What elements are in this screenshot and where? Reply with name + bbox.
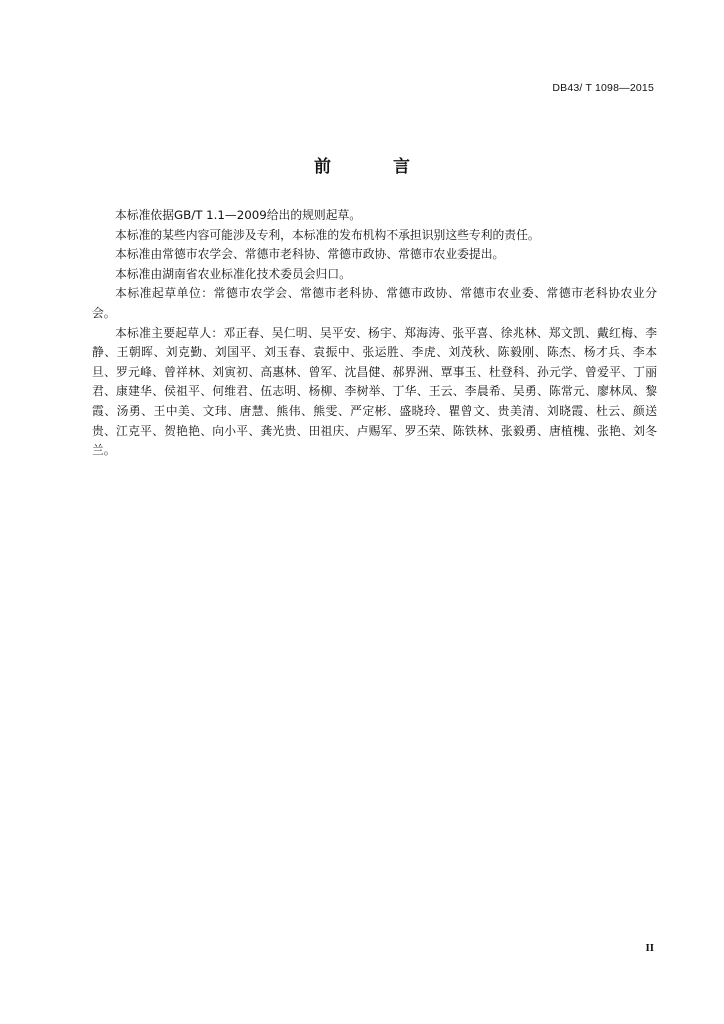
- foreword-body: [92, 206, 657, 461]
- paragraph-drafters: 本标准主要起草人：邓正春、吴仁明、吴平安、杨宇、郑海涛、张平喜、徐兆林、郑文凯、戴红梅、李静、王朝晖、刘克勤、刘国平、刘玉春、袁振中、张运胜、李虎、刘茂秋、陈毅刚、陈杰、杨才兵、李本旦、罗元峰、曾祥林、刘寅初、高惠林、曾军、沈昌健、郝界洲、覃事玉、杜登科、孙元学、曾爱平、丁丽君、康建华、侯祖平、何维君、伍志明、杨柳、李树举、丁华、王云、李晨希、吴勇、陈常元、廖林凤、黎霞、汤勇、王中美、文玮、唐慧、熊伟、熊雯、严定彬、盛晓玲、瞿曾文、贵美清、刘晓霞、杜云、颜送贵、江克平、贺艳艳、向小平、龚光贵、田祖庆、卢赐军、罗丕荣、陈铁林、张毅勇、唐植槐、张艳、刘冬兰。: [92, 325, 657, 458]
- paragraph-committee: 本标准由湖南省农业标准化技术委员会归口。: [115, 266, 351, 281]
- paragraph-proposer: 本标准由常德市农学会、常德市老科协、常德市政协、常德市农业委提出。: [115, 247, 505, 262]
- page-title: 前 言: [314, 157, 438, 177]
- standard-code: DB43/ T 1098—2015: [552, 82, 654, 94]
- paragraph-basis: 本标准依据GB/T 1.1—2009给出的规则起草。: [115, 208, 362, 222]
- paragraph-patent-notice: 本标准的某些内容可能涉及专利，本标准的发布机构不承担识别这些专利的责任。: [115, 227, 540, 242]
- page-number: II: [645, 942, 654, 954]
- paragraph-drafting-units: 本标准起草单位：常德市农学会、常德市老科协、常德市政协、常德市农业委、常德市老科协农业分会。: [92, 286, 657, 320]
